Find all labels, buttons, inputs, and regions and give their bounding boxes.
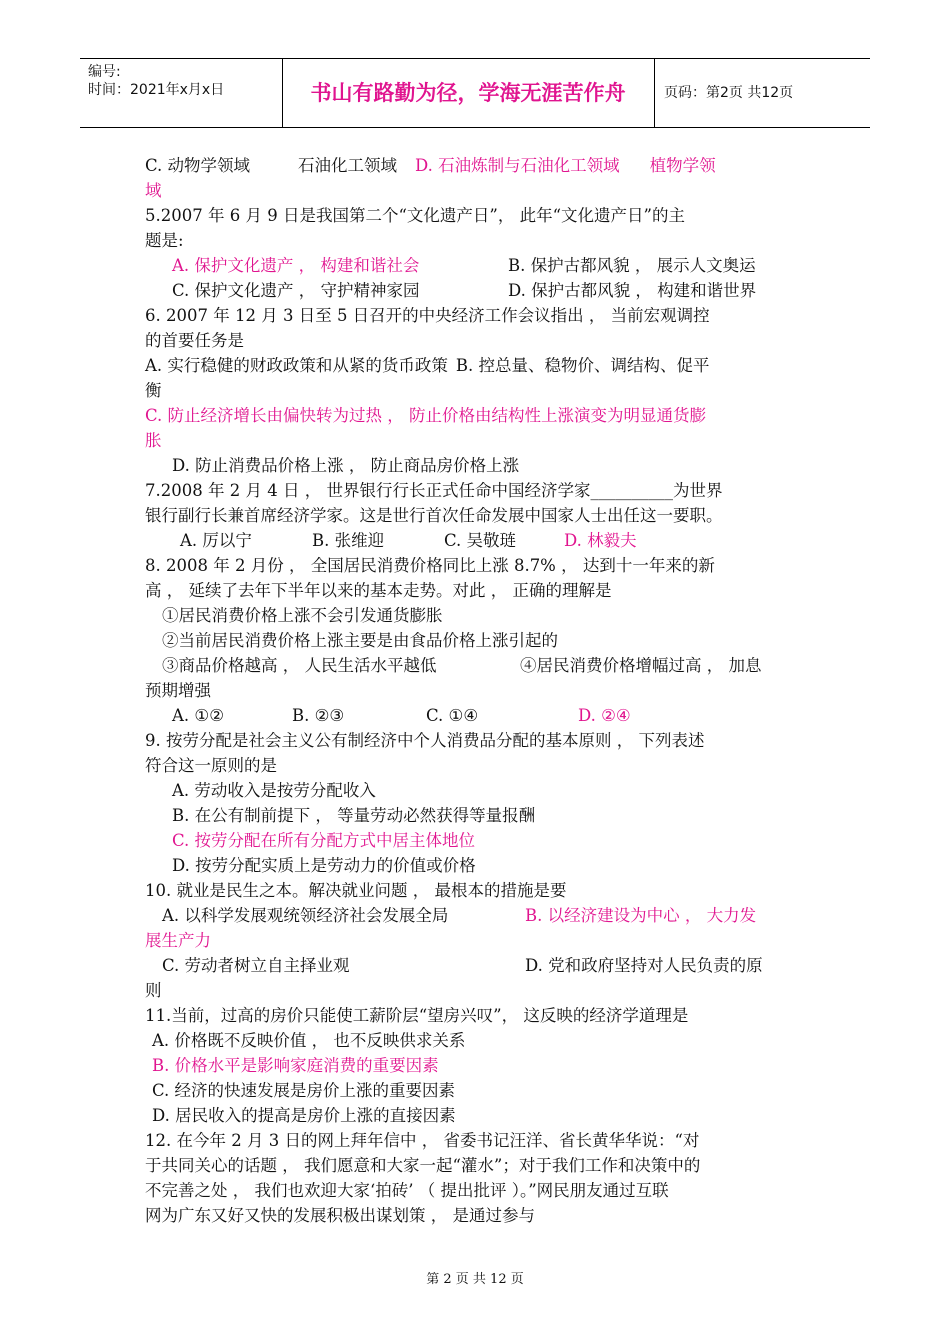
q8-statement-2: ②当前居民消费价格上涨主要是由食品价格上涨引起的 [162, 631, 558, 650]
q10-option-c: C. 劳动者树立自主择业观 [162, 956, 350, 975]
option-d-2: 植物学领 [649, 156, 716, 175]
q9-option-b: B. 在公有制前提下 ， 等量劳动必然获得等量报酬 [172, 806, 536, 825]
q8-option-a: A. ①② [172, 706, 224, 725]
q9-option-a: A. 劳动收入是按劳分配收入 [172, 781, 376, 800]
option-c: C. 动物学领域 [145, 156, 251, 175]
q12-line-2: 于共同关心的话题 ， 我们愿意和大家一起“灌水”；对于我们工作和决策中的 [145, 1156, 701, 1175]
q7-option-c: C. 吴敬琏 [444, 531, 517, 550]
option-d-3: 域 [145, 181, 162, 200]
q8-statement-1: ①居民消费价格上涨不会引发通货膨胀 [162, 606, 443, 625]
option-c-2: 石油化工领域 [298, 156, 398, 175]
q8-statement-3: ③商品价格越高 ， 人民生活水平越低 [162, 656, 437, 675]
q12-line-4: 网为广东又好又快的发展积极出谋划策 ， 是通过参与 [145, 1206, 535, 1225]
q6-option-b-2: 衡 [145, 381, 162, 400]
q7-option-b: B. 张维迎 [312, 531, 385, 550]
q9-stem-2: 符合这一原则的是 [145, 756, 277, 775]
q6-option-c: C. 防止经济增长由偏快转为过热 ， 防止价格由结构性上涨演变为明显通货膨 [145, 406, 707, 425]
q10-option-b: B. 以经济建设为中心 ， 大力发 [525, 906, 757, 925]
q7-option-a: A. 厉以宁 [180, 531, 252, 550]
header-meta [88, 63, 224, 99]
q10-option-b-2: 展生产力 [145, 931, 211, 950]
q10-option-d-2: 则 [145, 981, 162, 1000]
q5-stem: 5.2007 年 6 月 9 日是我国第二个“文化遗产日”， 此年“文化遗产日”的主 [145, 206, 685, 225]
page-footer: 第 2 页 共 12 页 [426, 1272, 524, 1287]
q6-option-b: B. 控总量、稳物价、调结构、促平 [455, 356, 710, 375]
q7-option-d: D. 林毅夫 [564, 531, 637, 550]
q8-statement-4-2: 预期增强 [145, 681, 211, 700]
q11-option-a: A. 价格既不反映价值 ， 也不反映供求关系 [152, 1031, 466, 1050]
q9-option-c: C. 按劳分配在所有分配方式中居主体地位 [172, 831, 476, 850]
q11-option-c: C. 经济的快速发展是房价上涨的重要因素 [152, 1081, 456, 1100]
q5-option-c: C. 保护文化遗产 ， 守护精神家园 [172, 281, 420, 300]
time-label: 时间：2021年x月x日 [88, 82, 225, 98]
q5-stem-2: 题是: [145, 231, 184, 250]
option-d: D. 石油炼制与石油化工领域 [415, 156, 620, 175]
number-label: 编号: [88, 64, 121, 80]
q10-option-d: D. 党和政府坚持对人民负责的原 [525, 956, 763, 975]
q9-stem: 9. 按劳分配是社会主义公有制经济中个人消费品分配的基本原则 ， 下列表述 [145, 731, 705, 750]
q6-stem-2: 的首要任务是 [145, 331, 244, 350]
q7-stem: 7.2008 年 2 月 4 日 ， 世界银行行长正式任命中国经济学家__________为世界 [145, 481, 723, 500]
q6-stem: 6. 2007 年 12 月 3 日至 5 日召开的中央经济工作会议指出 ， 当前宏观调控 [145, 306, 710, 325]
q6-option-c-2: 胀 [145, 431, 162, 450]
q5-option-b: B. 保护古都风貌 ， 展示人文奥运 [508, 256, 756, 275]
q8-option-d: D. ②④ [578, 706, 631, 725]
motto: 书山有路勤为径，学海无涯苦作舟 [310, 81, 626, 105]
q9-option-d: D. 按劳分配实质上是劳动力的价值或价格 [172, 856, 476, 875]
q8-stem: 8. 2008 年 2 月份 ， 全国居民消费价格同比上涨 8.7% ， 达到十一年来的新 [145, 556, 715, 575]
q11-option-d: D. 居民收入的提高是房价上涨的直接因素 [152, 1106, 456, 1125]
q12-line-3: 不完善之处 ， 我们也欢迎大家‘拍砖’ （ 提出批评 ）。”网民朋友通过互联 [145, 1181, 669, 1200]
q6-option-a: A. 实行稳健的财政政策和从紧的货币政策 [145, 356, 448, 375]
q10-option-a: A. 以科学发展观统领经济社会发展全局 [162, 906, 449, 925]
q11-option-b: B. 价格水平是影响家庭消费的重要因素 [152, 1056, 439, 1075]
q5-option-a: A. 保护文化遗产 ， 构建和谐社会 [172, 256, 420, 275]
q12-line-1: 12. 在今年 2 月 3 日的网上拜年信中 ， 省委书记汪洋、省长黄华华说：“对 [145, 1131, 700, 1150]
q10-stem: 10. 就业是民生之本。解决就业问题 ， 最根本的措施是要 [145, 881, 567, 900]
q5-option-d: D. 保护古都风貌 ， 构建和谐世界 [508, 281, 757, 300]
q4-options [145, 155, 716, 177]
q8-statement-4: ④居民消费价格增幅过高 ， 加息 [520, 656, 762, 675]
q8-stem-2: 高 ， 延续了去年下半年以来的基本走势。对此 ， 正确的理解是 [145, 581, 612, 600]
q6-option-ab [145, 355, 710, 377]
q7-stem-2: 银行副行长兼首席经济学家。这是世行首次任命发展中国家人士出任这一要职。 [145, 506, 723, 525]
q11-stem: 11.当前，过高的房价只能使工薪阶层“望房兴叹”， 这反映的经济学道理是 [145, 1006, 689, 1025]
page-info: 页码：第2页 共12页 [664, 85, 794, 101]
q8-option-b: B. ②③ [292, 706, 345, 725]
divider [654, 59, 655, 127]
q6-option-d: D. 防止消费品价格上涨 ， 防止商品房价格上涨 [172, 456, 520, 475]
page-header [80, 58, 870, 128]
q8-option-c: C. ①④ [426, 706, 479, 725]
